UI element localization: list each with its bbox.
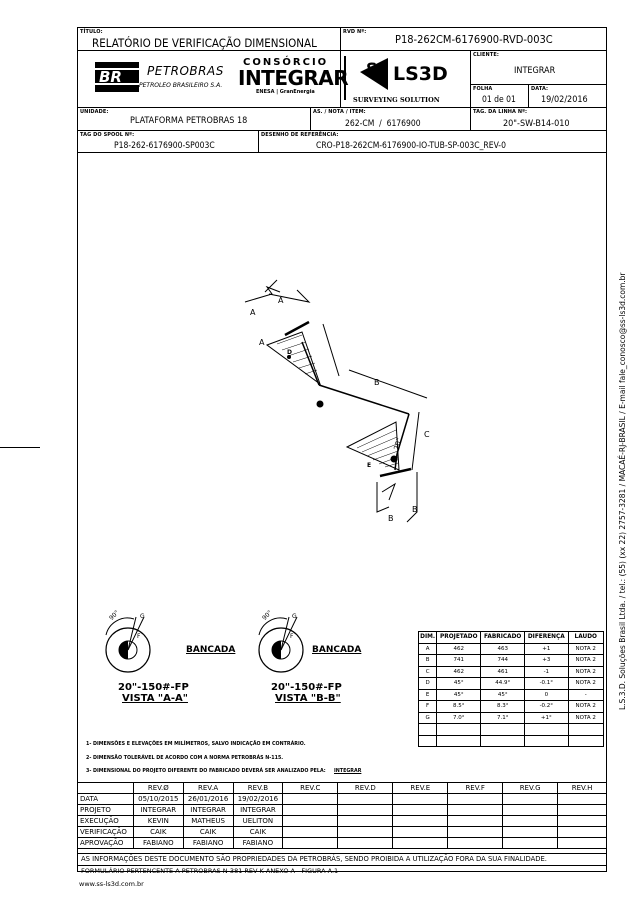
petrobras-subtitle: PETROLEO BRASILEIRO S.A. xyxy=(139,82,223,89)
flange-b-view: VISTA "B-B" xyxy=(275,693,341,704)
tolerance-row xyxy=(419,643,604,655)
flange-a-view: VISTA "A-A" xyxy=(122,693,188,704)
flange-b-title: 20"-150#-FP xyxy=(271,682,342,693)
revision-cell xyxy=(338,838,393,849)
revision-header-cell: REV.E xyxy=(393,783,448,794)
tolerance-cell: G xyxy=(419,712,437,724)
tolerance-cell: 8.3° xyxy=(481,701,525,713)
tolerance-cell: 462 xyxy=(437,643,481,655)
rvd-number: P18-262CM-6176900-RVD-003C xyxy=(395,33,553,46)
tolerance-cell: 45° xyxy=(437,678,481,690)
tolerance-cell: 462 xyxy=(437,666,481,678)
tolerance-cell xyxy=(437,724,481,736)
revision-cell xyxy=(448,794,503,805)
revision-cell: KEVIN xyxy=(133,816,183,827)
tolerance-cell: -0.2° xyxy=(525,701,568,713)
revision-row xyxy=(78,816,607,827)
revision-cell: INTEGRAR xyxy=(233,805,283,816)
revision-cell xyxy=(503,805,558,816)
revision-cell xyxy=(503,794,558,805)
revision-row xyxy=(78,838,607,849)
tolerance-row xyxy=(419,678,604,690)
header-divider xyxy=(470,50,471,107)
isometric-drawing xyxy=(77,152,607,632)
tolerance-cell: NOTA 2 xyxy=(568,643,604,655)
revision-cell xyxy=(558,838,607,849)
tolerance-table xyxy=(418,631,604,747)
tolerance-header-cell: DIFERENÇA xyxy=(525,632,568,644)
document-title: RELATÓRIO DE VERIFICAÇÃO DIMENSIONAL xyxy=(92,36,317,50)
revision-cell: 19/02/2016 xyxy=(233,794,283,805)
section-b-label-2: B xyxy=(412,505,418,514)
dim-a-label: A xyxy=(259,338,265,347)
tolerance-cell: 7.0° xyxy=(437,712,481,724)
folha-value: 01 de 01 xyxy=(482,95,516,105)
cliente-value: INTEGRAR xyxy=(514,66,556,76)
revision-cell: CAIK xyxy=(233,827,283,838)
tolerance-row xyxy=(419,701,604,713)
header-divider xyxy=(528,84,529,107)
revision-cell xyxy=(283,816,338,827)
tolerance-cell: C xyxy=(419,666,437,678)
revision-row xyxy=(78,794,607,805)
revision-cell: EXECUÇÃO xyxy=(78,816,134,827)
ls3d-logo-text: LS3D xyxy=(393,63,448,85)
tolerance-cell xyxy=(419,724,437,736)
revision-row xyxy=(78,805,607,816)
flange-a-g: G xyxy=(140,613,145,620)
revision-cell: 05/10/2015 xyxy=(133,794,183,805)
tolerance-cell: 8.5° xyxy=(437,701,481,713)
revision-cell xyxy=(393,838,448,849)
consorcio-text: CONSÓRCIO xyxy=(243,57,329,68)
header-divider xyxy=(77,130,607,131)
revision-cell xyxy=(448,838,503,849)
integrar-subtitle: ENESA | GranEnergia xyxy=(256,89,315,95)
petrobras-name: PETROBRAS xyxy=(147,64,224,78)
tolerance-cell: 44.9° xyxy=(481,678,525,690)
integrar-logo-text: INTEGRAR xyxy=(238,66,349,90)
revision-cell: FABIANO xyxy=(233,838,283,849)
revision-header-cell xyxy=(78,783,134,794)
revision-cell xyxy=(283,838,338,849)
revision-cell: UELITON xyxy=(233,816,283,827)
tolerance-cell: - xyxy=(568,689,604,701)
revision-cell: DATA xyxy=(78,794,134,805)
data-label: DATA: xyxy=(531,86,549,92)
revision-cell xyxy=(283,827,338,838)
tolerance-header-cell: FABRICADO xyxy=(481,632,525,644)
revision-header-cell: REV.A xyxy=(183,783,233,794)
revision-cell: 26/01/2016 xyxy=(183,794,233,805)
tolerance-header-cell: PROJETADO xyxy=(437,632,481,644)
note-2: 2- DIMENSÃO TOLERÁVEL DE ACORDO COM A NORMA PETROBRÁS N-115. xyxy=(86,756,284,761)
revision-table xyxy=(77,782,607,849)
titulo-label: TÍTULO: xyxy=(80,29,103,35)
ls3d-subtitle: SURVEYING SOLUTION xyxy=(353,96,440,104)
revision-cell: INTEGRAR xyxy=(183,805,233,816)
pipe-node xyxy=(317,401,324,408)
tolerance-cell: +1° xyxy=(525,712,568,724)
flange-a-f: F xyxy=(137,633,141,640)
section-b-label: B xyxy=(388,514,394,523)
tolerance-cell: 741 xyxy=(437,655,481,667)
tolerance-cell xyxy=(419,735,437,747)
tolerance-cell: NOTA 2 xyxy=(568,666,604,678)
revision-header-row xyxy=(78,783,607,794)
tolerance-row xyxy=(419,666,604,678)
revision-header-cell: REV.G xyxy=(503,783,558,794)
cliente-label: CLIENTE: xyxy=(473,52,499,58)
rvd-label: RVD Nº: xyxy=(343,29,367,35)
footer-divider xyxy=(77,865,607,866)
flange-b-f: F xyxy=(290,633,294,640)
revision-header-cell: REV.D xyxy=(338,783,393,794)
angle-d-label: D xyxy=(287,349,292,356)
tolerance-cell: 7.1° xyxy=(481,712,525,724)
tolerance-cell: F xyxy=(419,701,437,713)
revision-cell: APROVAÇÃO xyxy=(78,838,134,849)
tolerance-cell: 45° xyxy=(437,689,481,701)
tolerance-cell: D xyxy=(419,678,437,690)
tolerance-cell xyxy=(525,735,568,747)
revision-cell xyxy=(448,827,503,838)
tolerance-cell: A xyxy=(419,643,437,655)
revision-header-cell: REV.Ø xyxy=(133,783,183,794)
revision-header-cell: REV.B xyxy=(233,783,283,794)
revision-cell: INTEGRAR xyxy=(133,805,183,816)
unidade-label: UNIDADE: xyxy=(80,109,109,115)
flange-b-bancada: BANCADA xyxy=(312,645,362,655)
disclaimer: AS INFORMAÇÕES DESTE DOCUMENTO SÃO PROPRIEDADES DA PETROBRÁS, SENDO PROIBIDA A UTILIZAÇÃO FORA DA SUA FINALIDADE. xyxy=(81,855,547,863)
revision-cell xyxy=(338,794,393,805)
pipe-node xyxy=(391,456,398,463)
tolerance-cell: NOTA 2 xyxy=(568,701,604,713)
revision-row xyxy=(78,827,607,838)
dim-b-label: B xyxy=(374,378,380,387)
header-divider xyxy=(470,107,471,130)
tolerance-cell: 744 xyxy=(481,655,525,667)
revision-header-cell: REV.H xyxy=(558,783,607,794)
revision-cell xyxy=(338,805,393,816)
section-a-label: A xyxy=(250,308,256,317)
revision-cell: PROJETO xyxy=(78,805,134,816)
revision-cell: CAIK xyxy=(183,827,233,838)
revision-header-cell: REV.F xyxy=(448,783,503,794)
revision-cell: CAIK xyxy=(133,827,183,838)
revision-cell xyxy=(338,816,393,827)
revision-cell xyxy=(448,816,503,827)
folha-label: FOLHA xyxy=(473,86,493,92)
tolerance-header-row xyxy=(419,632,604,644)
tolerance-cell: 463 xyxy=(481,643,525,655)
tolerance-header-cell: LAUDO xyxy=(568,632,604,644)
flange-a-angle: 90° xyxy=(108,609,121,622)
revision-cell: FABIANO xyxy=(183,838,233,849)
revision-cell xyxy=(393,805,448,816)
revision-cell xyxy=(393,816,448,827)
revision-cell xyxy=(503,838,558,849)
tag-linha-label: TAG. DA LINHA Nº: xyxy=(473,109,528,115)
tolerance-row xyxy=(419,689,604,701)
revision-cell xyxy=(503,827,558,838)
desenho-label: DESENHO DE REFERÊNCIA: xyxy=(261,132,339,138)
flange-b-g: G xyxy=(292,613,297,620)
angle-e-label: E xyxy=(367,462,372,469)
data-value: 19/02/2016 xyxy=(541,95,588,105)
tolerance-row xyxy=(419,712,604,724)
tolerance-cell xyxy=(481,735,525,747)
section-a-label-2: A xyxy=(278,296,284,305)
revision-header-cell: REV.C xyxy=(283,783,338,794)
tolerance-row xyxy=(419,735,604,747)
tag-spool-label: TAG DO SPOOL Nº: xyxy=(80,132,135,138)
dim-c-label: C xyxy=(424,430,430,439)
revision-cell: MATHEUS xyxy=(183,816,233,827)
revision-cell xyxy=(503,816,558,827)
svg-text:S: S xyxy=(366,59,378,78)
revision-cell xyxy=(393,794,448,805)
header-divider xyxy=(77,50,607,51)
tolerance-row xyxy=(419,655,604,667)
tolerance-cell: 45° xyxy=(481,689,525,701)
as-value: 262-CM / 6176900 xyxy=(345,119,421,129)
tolerance-cell: E xyxy=(419,689,437,701)
as-label: AS. / NOTA / ITEM: xyxy=(313,109,366,115)
tolerance-cell: +3 xyxy=(525,655,568,667)
tolerance-cell: 461 xyxy=(481,666,525,678)
br-logo-text: BR xyxy=(99,68,122,86)
header-divider xyxy=(258,130,259,152)
tolerance-cell: -0.1° xyxy=(525,678,568,690)
tolerance-cell: NOTA 2 xyxy=(568,678,604,690)
petrobras-logo xyxy=(95,62,139,92)
flange-a-bancada: BANCADA xyxy=(186,645,236,655)
website-link[interactable]: www.ss-ls3d.com.br xyxy=(79,880,144,888)
tolerance-cell xyxy=(437,735,481,747)
revision-cell xyxy=(393,827,448,838)
note-1: 1- DIMENSÕES E ELEVAÇÕES EM MILÍMETROS, SALVO INDICAÇÃO EM CONTRÁRIO. xyxy=(86,742,306,747)
tolerance-cell xyxy=(525,724,568,736)
note-3: 3- DIMENSIONAL DO PROJETO DIFERENTE DO FABRICADO DEVERÁ SER ANALIZADO PELA: xyxy=(86,769,326,774)
tolerance-row xyxy=(419,724,604,736)
tag-spool-value: P18-262-6176900-SP003C xyxy=(114,141,215,151)
tolerance-cell xyxy=(568,735,604,747)
formulario: FORMULÁRIO PERTENCENTE A PETROBRAS N-381 REV K ANEXO A - FIGURA A.1 xyxy=(81,867,339,875)
revision-cell xyxy=(338,827,393,838)
side-contact-text: L.S.3.D. Soluções Brasil Ltda. / tel.: (55) (xx 22) 2757-3281 / MACAÉ-RJ-BRASIL / E-mail fale_conosco@ss-ls3d.com.br xyxy=(618,272,627,710)
tolerance-cell xyxy=(568,724,604,736)
svg-text:S: S xyxy=(360,75,372,94)
tolerance-cell xyxy=(481,724,525,736)
tag-linha-value: 20"-SW-B14-010 xyxy=(503,119,570,129)
note-3-org: INTEGRAR xyxy=(334,769,362,774)
flange-a-title: 20"-150#-FP xyxy=(118,682,189,693)
ls3d-logo-mark xyxy=(356,54,392,94)
tolerance-cell: NOTA 2 xyxy=(568,655,604,667)
tolerance-cell: NOTA 2 xyxy=(568,712,604,724)
revision-cell xyxy=(558,794,607,805)
header-divider xyxy=(77,107,607,108)
tolerance-cell: -1 xyxy=(525,666,568,678)
desenho-value: CRO-P18-262CM-6176900-IO-TUB-SP-003C_REV-0 xyxy=(316,141,506,151)
header-divider xyxy=(470,84,607,85)
revision-cell xyxy=(558,805,607,816)
tolerance-cell: B xyxy=(419,655,437,667)
unidade-value: PLATAFORMA PETROBRAS 18 xyxy=(130,116,248,126)
tolerance-header-cell: DIM. xyxy=(419,632,437,644)
revision-cell xyxy=(283,794,338,805)
revision-cell: VERIFICAÇÃO xyxy=(78,827,134,838)
margin-mark xyxy=(0,447,40,448)
revision-cell: FABIANO xyxy=(133,838,183,849)
tolerance-cell: +1 xyxy=(525,643,568,655)
revision-cell xyxy=(558,816,607,827)
flange-b-angle: 90° xyxy=(261,609,274,622)
footer-divider xyxy=(77,853,607,854)
pipe-size-label: 20" xyxy=(392,437,404,451)
logo-separator xyxy=(344,56,346,100)
revision-cell xyxy=(448,805,503,816)
revision-cell xyxy=(283,805,338,816)
revision-cell xyxy=(558,827,607,838)
tolerance-cell: 0 xyxy=(525,689,568,701)
header-divider xyxy=(310,107,311,130)
